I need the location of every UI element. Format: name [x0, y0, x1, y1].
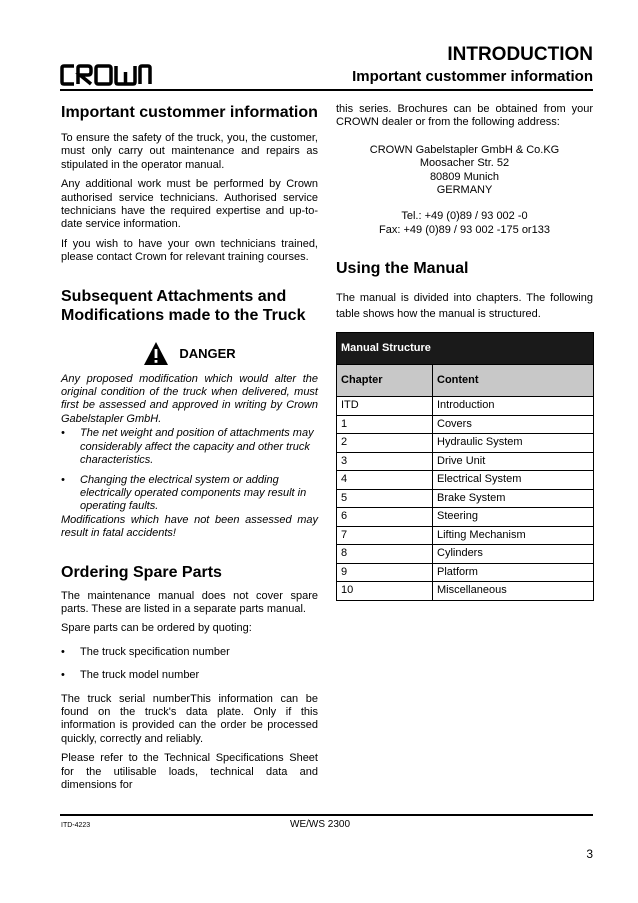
continuation-text: this series. Brochures can be obtained from your CROWN dealer or from the following address: — [336, 103, 593, 129]
spare-p1: The maintenance manual does not cover spare parts. These are listed in a separate parts manual. — [61, 589, 318, 615]
page-section-subtitle: Important custommer information — [352, 68, 593, 85]
footer-divider — [60, 814, 593, 816]
address-country: GERMANY — [436, 184, 493, 197]
table-row — [337, 563, 594, 582]
cell-content: Electrical System — [433, 471, 594, 490]
left-column — [61, 103, 318, 792]
address-street: Moosacher Str. 52 — [419, 157, 510, 170]
important-heading: Important custommer information — [61, 104, 318, 121]
cell-chapter: 6 — [337, 508, 433, 527]
spare-heading: Ordering Spare Parts — [61, 563, 222, 581]
important-p3: If you wish to have your own technicians trained, please contact Crown for relevant training courses. — [61, 237, 318, 264]
col-header-content: Content — [433, 365, 594, 397]
cell-chapter: 4 — [337, 471, 433, 490]
spare-bullet-1: The truck specification number — [80, 645, 230, 658]
spare-bullet-2: The truck model number — [80, 669, 200, 682]
cell-content: Covers — [433, 415, 594, 434]
crown-logo — [60, 63, 152, 87]
table-row — [337, 415, 594, 434]
table-row — [337, 471, 594, 490]
table-row — [337, 526, 594, 545]
list-item — [61, 669, 318, 682]
cell-chapter: 3 — [337, 452, 433, 471]
bullet-icon: • — [61, 473, 65, 486]
danger-intro: Any proposed modification which would alter the original condition of the truck when delivered, must first be assessed and approved in writing by Crown Gabelstapler GmbH. — [61, 372, 318, 425]
address-tel: Tel.: +49 (0)89 / 93 002 -0 — [401, 210, 528, 223]
footer-doc-id: ITD-4223 — [61, 822, 91, 829]
address-company: CROWN Gabelstapler GmbH & Co.KG — [369, 143, 560, 156]
cell-chapter: 10 — [337, 582, 433, 601]
page-section-title: INTRODUCTION — [447, 44, 593, 65]
cell-content: Brake System — [433, 489, 594, 508]
right-column — [336, 103, 593, 601]
cell-content: Hydraulic System — [433, 434, 594, 453]
table-row — [337, 489, 594, 508]
manual-structure-table — [336, 332, 594, 601]
bullet-icon: • — [61, 669, 65, 682]
header-divider — [60, 89, 593, 91]
using-p1: The manual is divided into chapters. The following table shows how the manual is structured. — [336, 292, 593, 321]
cell-chapter: 8 — [337, 545, 433, 564]
cell-content: Drive Unit — [433, 452, 594, 471]
cell-chapter: ITD — [337, 397, 433, 416]
cell-content: Lifting Mechanism — [433, 526, 594, 545]
col-header-chapter: Chapter — [337, 365, 433, 397]
table-row — [337, 397, 594, 416]
table-row — [337, 582, 594, 601]
list-item — [61, 646, 318, 659]
danger-label: DANGER — [179, 345, 236, 361]
address-block — [336, 144, 593, 237]
cell-content: Introduction — [433, 397, 594, 416]
cell-content: Cylinders — [433, 545, 594, 564]
important-p1: To ensure the safety of the truck, you, the customer, must only carry out maintenance and repairs as stipulated in the operator manual. — [61, 132, 318, 171]
cell-content: Steering — [433, 508, 594, 527]
table-row — [337, 508, 594, 527]
danger-bullet-1: The net weight and position of attachments may considerably affect the capacity and other truck characteristics. — [80, 427, 314, 467]
danger-banner — [61, 341, 318, 367]
attachments-heading: Subsequent Attachments and Modifications made to the Truck — [61, 287, 306, 324]
cell-chapter: 2 — [337, 434, 433, 453]
bullet-icon: • — [61, 645, 65, 658]
danger-bullet-2: Changing the electrical system or adding electrically operated components may result in operating faults. — [80, 473, 307, 513]
cell-content: Miscellaneous — [433, 582, 594, 601]
list-item — [61, 427, 318, 467]
cell-chapter: 5 — [337, 489, 433, 508]
spare-p2: Spare parts can be ordered by quoting: — [61, 622, 252, 635]
table-row — [337, 434, 594, 453]
cell-chapter: 9 — [337, 563, 433, 582]
page-number: 3 — [586, 847, 593, 861]
table-title: Manual Structure — [337, 333, 594, 365]
spare-p3: The truck serial numberThis information can be found on the truck's data plate. Only if this information is provided can the order be processed quickly, correctly and reliably. — [61, 692, 318, 745]
cell-chapter: 1 — [337, 415, 433, 434]
spare-p4: Please refer to the Technical Specifications Sheet for the utilisable loads, technical data and dimensions for — [61, 752, 318, 791]
footer-model: WE/WS 2300 — [290, 819, 351, 830]
list-item — [61, 474, 318, 514]
warning-triangle-icon — [143, 341, 169, 367]
danger-closing: Modifications which have not been assessed may result in fatal accidents! — [61, 513, 318, 540]
address-city: 80809 Munich — [429, 170, 500, 183]
bullet-icon: • — [61, 427, 65, 440]
cell-chapter: 7 — [337, 526, 433, 545]
cell-content: Platform — [433, 563, 594, 582]
table-row — [337, 545, 594, 564]
address-fax: Fax: +49 (0)89 / 93 002 -175 or133 — [379, 223, 550, 236]
table-row — [337, 452, 594, 471]
important-p2: Any additional work must be performed by Crown authorised service technicians. Authorised service technicians have the required expertise and up-to-date service information. — [61, 178, 318, 231]
using-heading: Using the Manual — [336, 260, 469, 278]
